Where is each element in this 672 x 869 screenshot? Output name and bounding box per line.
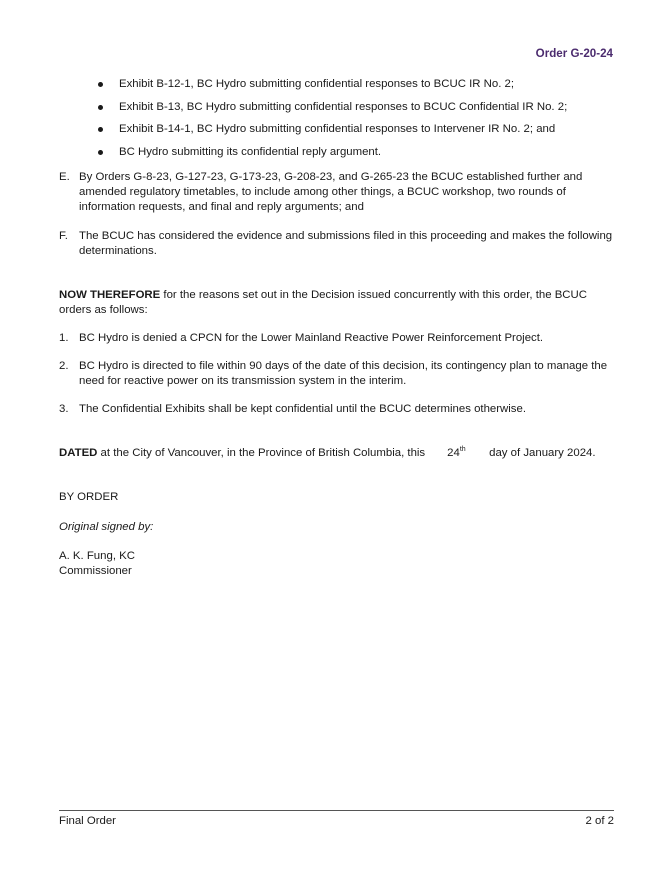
recital-letter: E. [59, 171, 70, 183]
footer-doc-type: Final Order [59, 815, 116, 827]
dated-text: at the City of Vancouver, in the Province of British Columbia, this [97, 447, 426, 459]
recital-letter: F. [59, 230, 68, 242]
order-item-number: 2. [59, 360, 69, 372]
list-item [96, 77, 614, 92]
order-item-3 [59, 402, 614, 417]
recital-f [59, 229, 614, 259]
now-therefore-paragraph [59, 288, 614, 318]
order-item-2 [59, 359, 614, 389]
dated-tail: day of January 2024. [489, 447, 596, 459]
order-number: Order G-20-24 [535, 47, 613, 60]
order-item-1 [59, 331, 614, 346]
bullet-icon [98, 150, 103, 155]
now-therefore-lead: NOW THEREFORE [59, 289, 161, 301]
list-item-text: Exhibit B-14-1, BC Hydro submitting confidential responses to Intervener IR No. 2; and [119, 123, 556, 135]
signer-name: A. K. Fung, KC [59, 550, 135, 562]
dated-line [59, 446, 614, 461]
list-item [96, 122, 614, 137]
dated-day-suffix: th [459, 446, 466, 453]
exhibit-list [96, 77, 614, 167]
list-item [96, 145, 614, 160]
recital-text: The BCUC has considered the evidence and submissions filed in this proceeding and makes the following determinations. [79, 230, 613, 257]
bullet-icon [98, 127, 103, 132]
order-item-number: 3. [59, 403, 69, 415]
signed-note: Original signed by: [59, 521, 154, 533]
signer-title: Commissioner [59, 565, 132, 577]
order-item-text: The Confidential Exhibits shall be kept confidential until the BCUC determines otherwise. [79, 403, 526, 415]
dated-day [447, 446, 489, 461]
list-item-text: BC Hydro submitting its confidential reply argument. [119, 145, 382, 158]
list-item-text: Exhibit B-12-1, BC Hydro submitting confidential responses to BCUC IR No. 2; [119, 78, 515, 90]
now-therefore-text: for the reasons set out in the Decision issued concurrently with this order, the BCUC orders as follows: [59, 289, 587, 316]
by-order-label: BY ORDER [59, 491, 119, 503]
order-item-number: 1. [59, 332, 69, 344]
bullet-icon [98, 82, 103, 87]
footer-divider [59, 810, 614, 811]
bullet-icon [98, 105, 103, 110]
order-item-text: BC Hydro is directed to file within 90 days of the date of this decision, its contingency plan to manage the need for reactive power on its transmission system in the interim. [79, 360, 608, 387]
footer-page-number: 2 of 2 [585, 815, 614, 827]
list-item-text: Exhibit B-13, BC Hydro submitting confidential responses to BCUC Confidential IR No. 2; [119, 100, 568, 113]
dated-day-number: 24 [447, 447, 460, 459]
order-item-text: BC Hydro is denied a CPCN for the Lower Mainland Reactive Power Reinforcement Project. [79, 332, 544, 344]
list-item [96, 100, 614, 115]
dated-lead: DATED [59, 447, 98, 459]
recital-e [59, 170, 614, 215]
recital-text: By Orders G-8-23, G-127-23, G-173-23, G-208-23, and G-265-23 the BCUC established further and amended regulatory timetables, to include among other things, a BCUC workshop, two rounds of information requests, and final and reply arguments; and [79, 171, 583, 213]
